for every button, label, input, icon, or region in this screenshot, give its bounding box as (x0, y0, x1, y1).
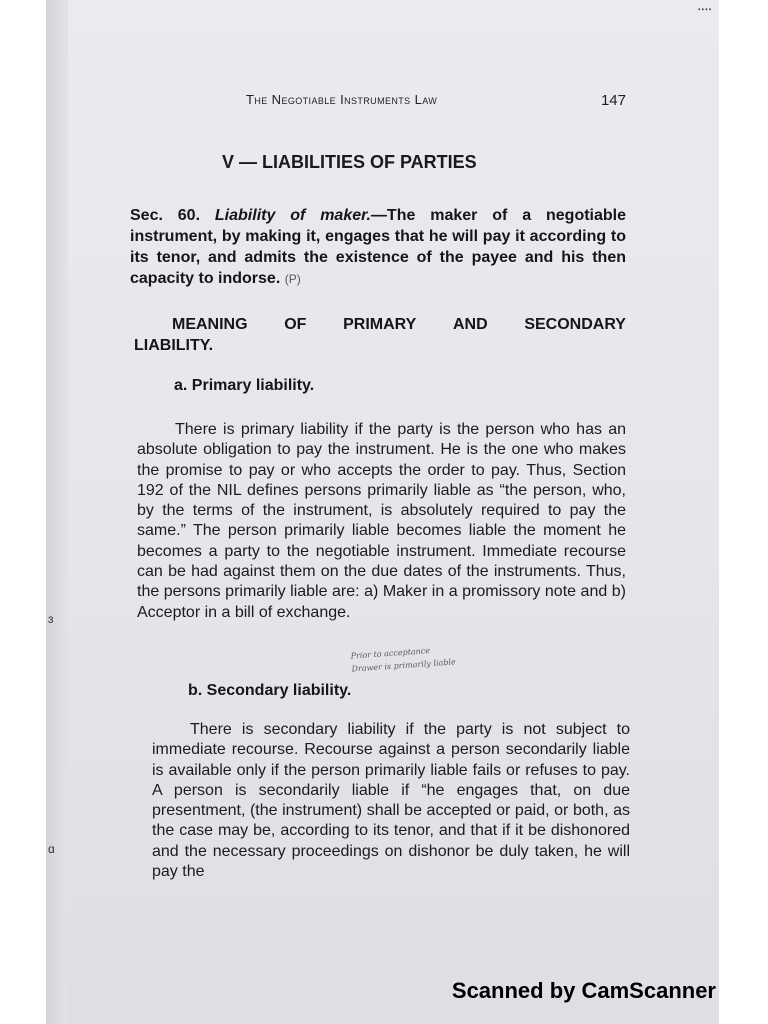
handwritten-note-line: Drawer is primarily liable (351, 657, 456, 674)
primary-liability-heading: a. Primary liability. (174, 377, 315, 394)
page-binding-edge (46, 0, 68, 1024)
subheading-line2: LIABILITY. (134, 337, 214, 354)
section-60-paragraph (130, 205, 626, 290)
subheading-word: PRIMARY (343, 316, 417, 333)
subheading-word: MEANING (172, 316, 248, 333)
page-number: 147 (600, 92, 626, 109)
subheading-word: OF (284, 316, 307, 333)
secondary-liability-heading: b. Secondary liability. (188, 682, 352, 699)
running-head (246, 92, 626, 109)
subheading-word: SECONDARY (524, 316, 626, 333)
secondary-liability-text: There is secondary liability if the party is not subject to immediate recourse. Recourse against a person secondarily liable is available only if the person primarily liable fails or refuses to pay. A person is secondarily liable if “he engages that, on due presentment, (the instrument) shall be accepted or paid, or both, as the case may be, according to its tenor, and that if it be dishonored and the necessary proceedings on dishonor be duly taken, he will pay the (152, 721, 630, 881)
section-text: —The maker of a negotiable instrument, by making it, engages that he will pay it according to its tenor, and admits the existence of the payee and his then capacity to indorse. (130, 207, 626, 287)
running-title: The Negotiable Instruments Law (246, 92, 438, 107)
handwritten-note-line: Prior to acceptance (350, 646, 431, 661)
subheading (134, 314, 626, 356)
chapter-title: V — LIABILITIES OF PARTIES (222, 152, 477, 172)
pencil-note: (P) (284, 272, 301, 286)
subheading-line1 (134, 314, 626, 335)
scanner-watermark: Scanned by CamScanner (451, 978, 716, 1003)
corner-scribble: ᠁ (694, 3, 711, 19)
handwritten-note (350, 642, 456, 675)
section-title: Liability of maker. (214, 207, 371, 224)
book-page (46, 0, 719, 1024)
primary-liability-text: There is primary liability if the party is the person who has an absolute obligation to pay the instrument. He is the one who makes the promise to pay or who accepts the order to pay. Thus, Section 192 of the NIL defines persons primarily liable as “the person, who, by the terms of the instrument, is absolutely required to pay the same.” The person primarily liable becomes liable the moment he becomes a party to the negotiable instrument. Immediate recourse can be had against them on the due dates of the instruments. Thus, the persons primarily liable are: a) Maker in a promissory note and b) Acceptor in a bill of exchange. (137, 421, 626, 621)
section-number: Sec. 60. (130, 207, 201, 224)
edge-mark: ɑ (48, 842, 55, 856)
edge-mark: ɜ (48, 612, 54, 626)
subheading-word: AND (452, 316, 488, 333)
